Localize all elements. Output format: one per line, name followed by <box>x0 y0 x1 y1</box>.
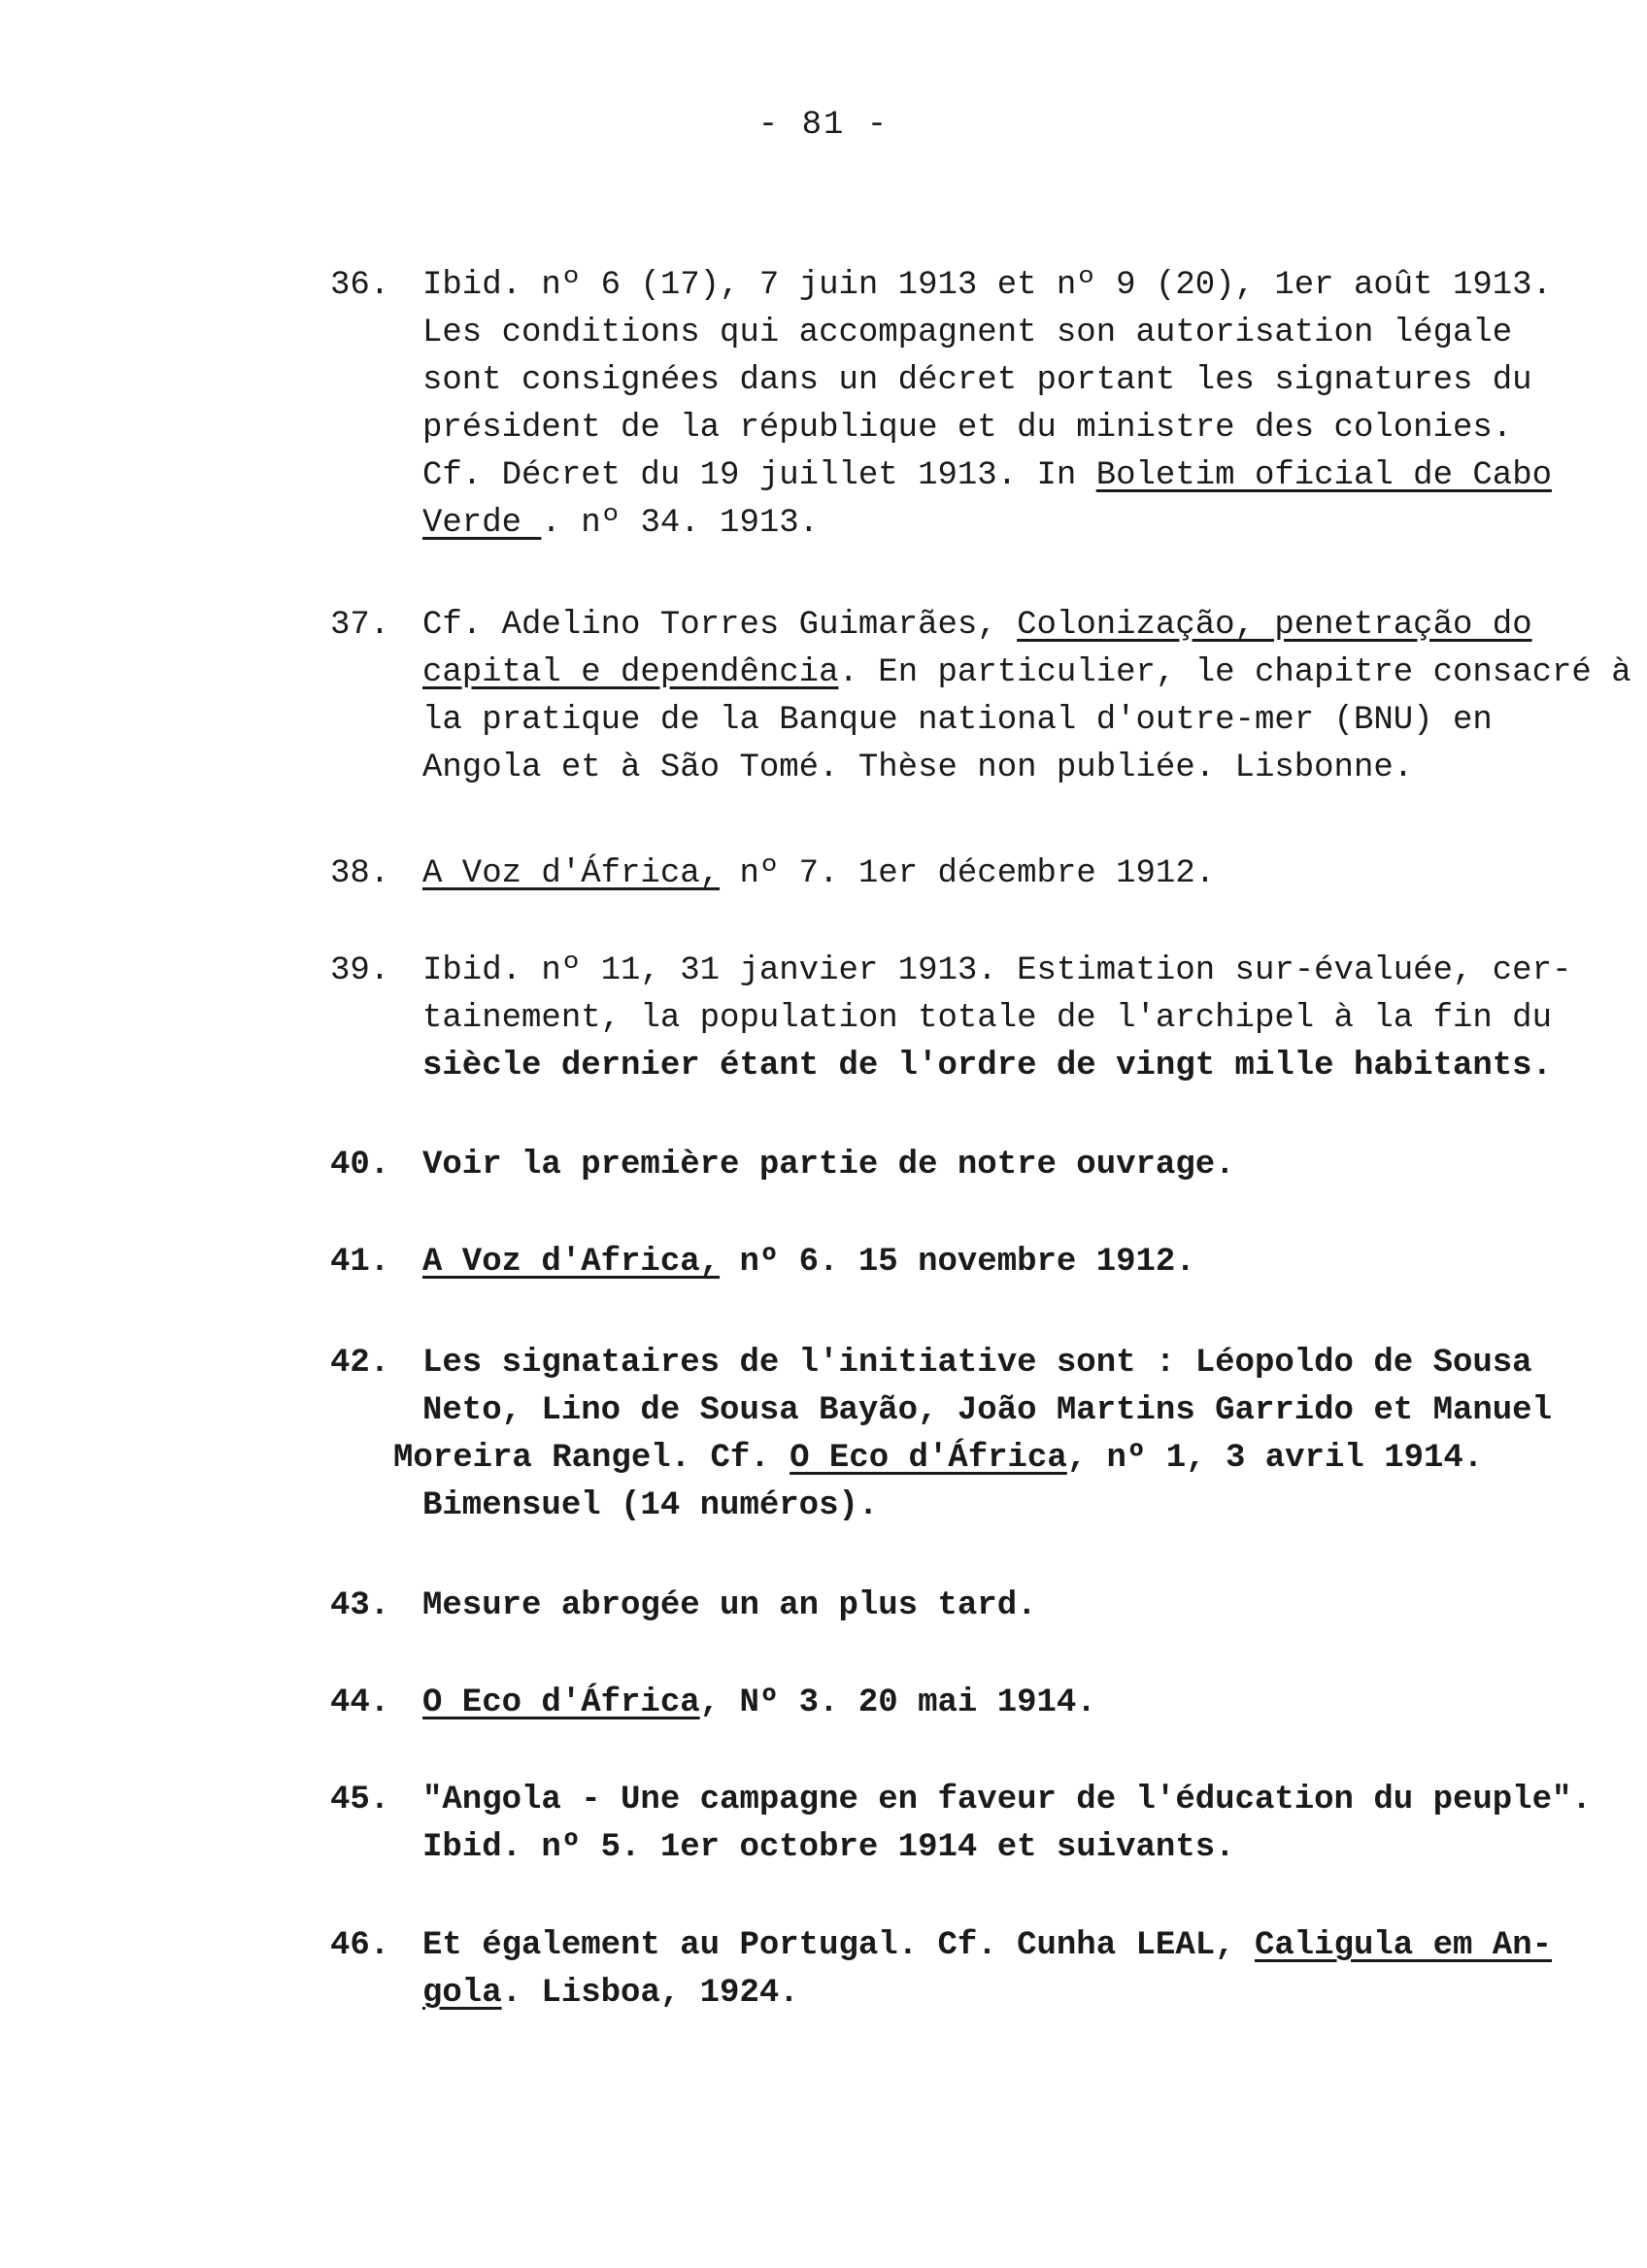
footnote-line: Voir la première partie de notre ouvrage. <box>422 1147 1235 1184</box>
footnote-text: Cf. Adelino Torres Guimarães, <box>422 607 1018 644</box>
footnote-number: 39. <box>330 952 390 989</box>
footnote-number: 46. <box>330 1927 390 1964</box>
footnote-line <box>422 1970 1593 2018</box>
footnote-text: Cf. Décret du 19 juillet 1913. In <box>422 457 1096 494</box>
footnote-line: Bimensuel (14 numéros). <box>422 1487 879 1524</box>
footnote-line: "Angola - Une campagne en faveur de l'éducation du peuple". <box>422 1782 1592 1818</box>
footnote-39 <box>330 948 1593 1090</box>
footnote-line: président de la république et du ministre des colonies. <box>422 410 1513 447</box>
footnote-number: 37. <box>330 607 390 644</box>
footnote-line: Les conditions qui accompagnent son autorisation légale <box>422 315 1513 351</box>
footnote-number: 43. <box>330 1587 390 1624</box>
footnote-text: , nº 1, 3 avril 1914. <box>1066 1440 1484 1477</box>
footnote-44 <box>330 1680 1593 1727</box>
footnote-line: Angola et à São Tomé. Thèse non publiée. Lisbonne. <box>422 750 1414 786</box>
footnote-line: sont consignées dans un décret portant les signatures du <box>422 362 1532 399</box>
cited-title: O Eco d'África <box>790 1440 1067 1477</box>
footnote-line <box>422 1922 1593 1970</box>
footnote-text: . En particulier, le chapitre consacré à <box>838 654 1631 691</box>
footnote-text: , Nº 3. 20 mai 1914. <box>699 1684 1096 1721</box>
footnote-line <box>393 1435 1593 1483</box>
cited-title: Caligula em An- <box>1254 1927 1553 1964</box>
footnote-line: tainement, la population totale de l'archipel à la fin du <box>422 1000 1552 1037</box>
footnote-line <box>422 500 1593 548</box>
footnote-line <box>422 1239 1593 1286</box>
footnote-38 <box>330 850 1593 898</box>
footnote-number: 45. <box>330 1782 390 1818</box>
cited-title: Boletim oficial de Cabo <box>1095 457 1552 494</box>
footnote-36 <box>330 262 1593 548</box>
footnote-41 <box>330 1239 1593 1286</box>
cited-title: Verde <box>422 505 542 542</box>
footnote-line: Neto, Lino de Sousa Bayão, João Martins Garrido et Manuel <box>422 1392 1552 1429</box>
footnote-line: la pratique de la Banque national d'outre-mer (BNU) en <box>422 702 1493 739</box>
page-number: - 81 - <box>757 107 890 144</box>
footnote-text: Moreira Rangel. Cf. <box>393 1440 790 1477</box>
cited-title: O Eco d'África <box>422 1684 700 1721</box>
cited-title: A Voz d'Africa, <box>422 1244 721 1281</box>
footnote-number: 44. <box>330 1684 390 1721</box>
footnote-46 <box>330 1922 1593 2018</box>
cited-title: capital e dependência <box>422 654 839 691</box>
footnote-line <box>422 650 1631 697</box>
footnote-line: Ibid. nº 6 (17), 7 juin 1913 et nº 9 (20), 1er août 1913. <box>422 267 1552 304</box>
cited-title: A Voz d'África, <box>422 855 721 892</box>
footnote-number: 42. <box>330 1345 390 1382</box>
footnote-number: 36. <box>330 267 390 304</box>
footnote-37 <box>330 602 1631 792</box>
footnote-text: nº 6. 15 novembre 1912. <box>720 1244 1195 1281</box>
footnote-text: nº 7. 1er décembre 1912. <box>720 855 1216 892</box>
footnote-43 <box>330 1583 1593 1630</box>
footnote-line: Les signataires de l'initiative sont : Léopoldo de Sousa <box>422 1345 1532 1382</box>
cited-title: gola <box>422 1975 502 2012</box>
footnote-number: 41. <box>330 1244 390 1281</box>
footnote-line: siècle dernier étant de l'ordre de vingt mille habitants. <box>422 1048 1552 1084</box>
footnote-text: . Lisboa, 1924. <box>501 1975 799 2012</box>
footnote-line <box>422 602 1593 650</box>
footnote-text: . nº 34. 1913. <box>541 505 820 542</box>
footnote-45 <box>330 1777 1593 1872</box>
footnote-line: Ibid. nº 5. 1er octobre 1914 et suivants. <box>422 1829 1235 1866</box>
footnote-line <box>422 1680 1593 1727</box>
footnote-40 <box>330 1142 1593 1189</box>
footnote-text: Et également au Portugal. Cf. Cunha LEAL, <box>422 1927 1255 1964</box>
footnote-line <box>422 452 1593 500</box>
footnote-number: 38. <box>330 855 390 892</box>
footnote-42 <box>330 1340 1593 1530</box>
footnote-number: 40. <box>330 1147 390 1184</box>
footnote-line: Ibid. nº 11, 31 janvier 1913. Estimation sur-évaluée, cer- <box>422 952 1572 989</box>
cited-title: Colonização, penetração do <box>1017 607 1532 644</box>
footnote-line: Mesure abrogée un an plus tard. <box>422 1587 1037 1624</box>
footnote-line <box>422 850 1593 898</box>
